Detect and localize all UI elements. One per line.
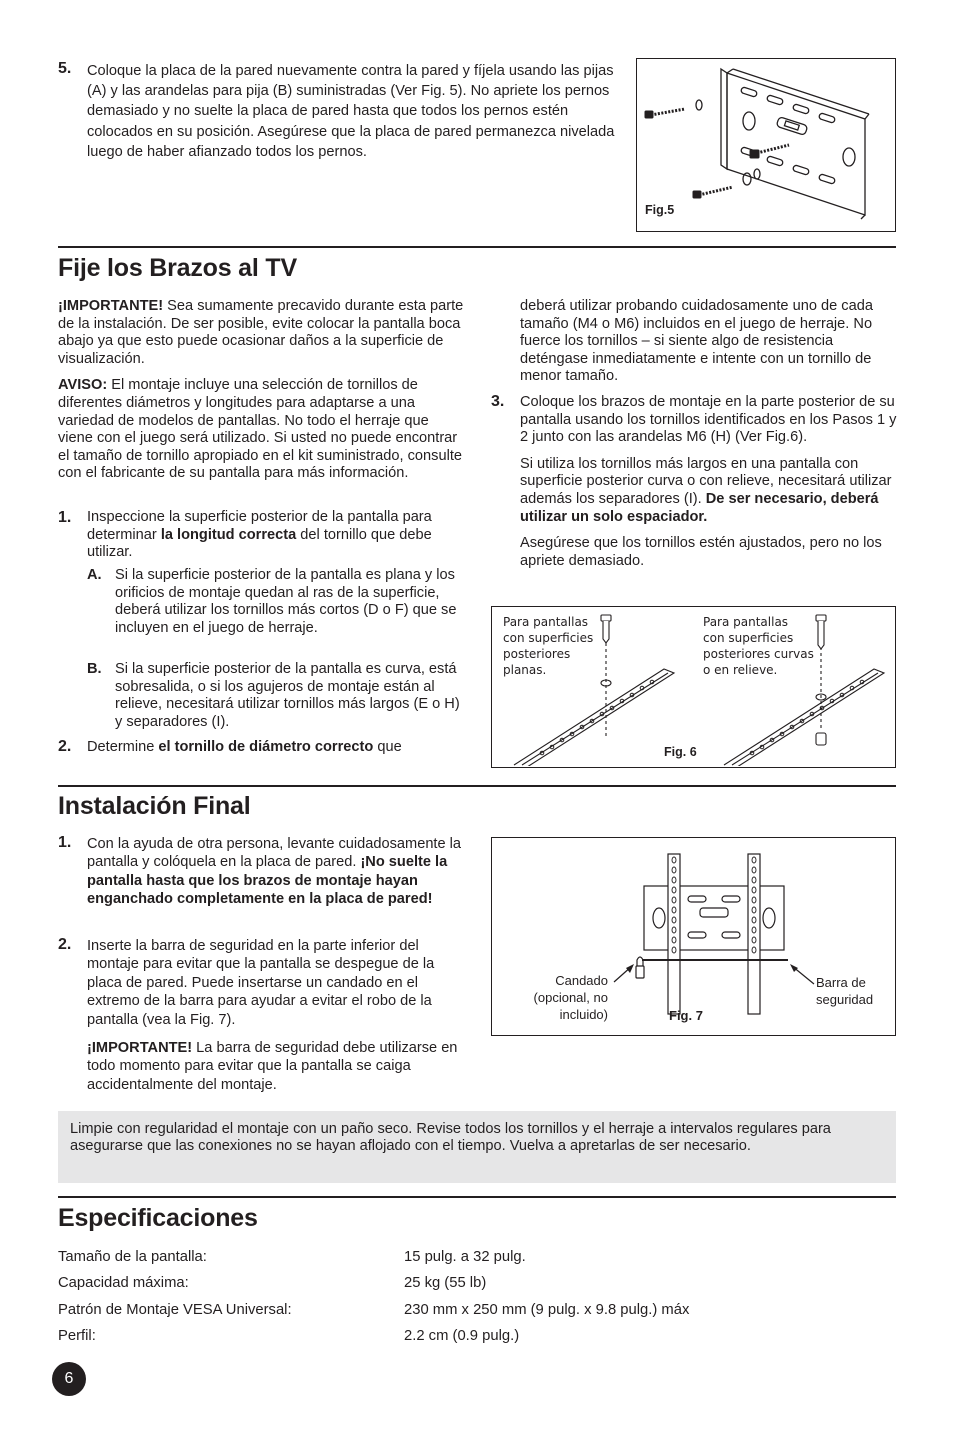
caption-line: con superficies [503, 631, 594, 645]
step-number: 2. [58, 738, 72, 755]
wall-plate-illustration [637, 59, 894, 230]
arms-step1-pre: Inspeccione la superficie posterior de la pantalla para determinar [87, 509, 432, 543]
mounting-arm-illustration [492, 607, 894, 766]
step5-text: Coloque la placa de la pared nuevamente contra la pared y fíjela usando las pijas (A) y las arandelas para pija (B) suministradas (Ver Fig. 5). No apriete los pernos demasiado y no suelte la placa de pared hasta que todos los pernos estén colocados en su posición. Asegúrese que la placa de pared permanezca nivelada luego de haber afianzado todos los pernos. [87, 63, 615, 160]
caption-line: posteriores curvas [703, 647, 814, 661]
substep-b-text: Si la superficie posterior de la pantalla es curva, está sobresalida, o si los agujeros de montaje están al relieve, necesitará utilizar tornillos más largos (E o H) y separadores (I). [115, 661, 460, 730]
caption-line: planas. [503, 663, 547, 677]
final-step1-text [87, 835, 463, 909]
fig7-lock-caption [516, 972, 608, 1023]
final-step1-pre: Con la ayuda de otra persona, levante cuidadosamente la pantalla y colóquela en la placa de pared. [87, 836, 462, 871]
fig5-figure [636, 58, 896, 232]
arms-step2-text [87, 739, 463, 757]
step-number: 5. [58, 60, 72, 77]
arms-step1-post: del tornillo que debe utilizar. [87, 526, 432, 561]
step-number: 3. [491, 393, 505, 410]
caption-line: Candado [555, 973, 608, 988]
final-step2 [87, 937, 463, 1094]
aviso-paragraph [58, 377, 464, 483]
spec-label: Perfil: [58, 1328, 96, 1344]
section-title-final: Instalación Final [58, 792, 251, 820]
step-number: 1. [58, 509, 72, 526]
section-title-specs: Especificaciones [58, 1204, 258, 1232]
caption-line: Para pantallas [703, 615, 789, 629]
important-text: La barra de seguridad debe utilizarse en todo momento para evitar que la pantalla se caiga accidentalmente del montaje. [87, 1040, 458, 1093]
arms-step3-p2-pre: Si utiliza los tornillos más largos en una pantalla con superficie posterior curva o con relieve, necesitará utilizar además los separadores (I). [520, 455, 892, 507]
arms-step3-p2-bold: De ser necesario, deberá utilizar un solo espaciador. [520, 490, 879, 525]
arms-step2-continued: deberá utilizar probando cuidadosamente uno de cada tamaño (M4 o M6) incluidos en el juego de herraje. No fuerce los tornillos – si siente algo de resistencia deténgase inmediatamente e intente con un tornillo de menor tamaño. [520, 298, 873, 385]
caption-line: Barra de [816, 975, 866, 990]
caption-line: (opcional, no [533, 990, 608, 1005]
step-number: 1. [58, 834, 72, 851]
section-divider [58, 1196, 896, 1198]
substep-letter: B. [87, 661, 102, 677]
arms-step1-bold: la longitud correcta [160, 526, 297, 543]
caption-line: Para pantallas [503, 615, 589, 629]
arms-step3-text: Coloque los brazos de montaje en la parte posterior de su pantalla usando los tornillos identificados en los Pasos 1 y 2 junto con las arandelas M6 (H) (Ver Fig.6). [520, 394, 897, 446]
fig7-figure [491, 837, 896, 1036]
arms-step2-bold: el tornillo de diámetro correcto [158, 739, 374, 755]
spec-label: Capacidad máxima: [58, 1275, 189, 1291]
arms-step2-post: que [373, 739, 402, 755]
caption-line: con superficies [703, 631, 794, 645]
caption-line: o en relieve. [703, 663, 778, 677]
section-divider [58, 246, 896, 248]
arms-step3-spacer-note [520, 456, 898, 526]
section-title-arms: Fije los Brazos al TV [58, 254, 297, 282]
maintenance-text: Limpie con regularidad el montaje con un paño seco. Revise todos los tornillos y el herraje a intervalos regulares para asegurarse que las conexiones no se hayan aflojado con el tiempo. Vuelva a apretarlas de ser necesario. [70, 1121, 831, 1155]
arms-step3-tighten-note: Asegúrese que los tornillos estén ajustados, pero no los apriete demasiado. [520, 535, 882, 569]
caption-line: seguridad [816, 992, 874, 1007]
spec-value: 25 kg (55 lb) [404, 1275, 487, 1291]
important-paragraph [58, 298, 464, 368]
caption-line: incluido) [559, 1007, 608, 1022]
fig5-label: Fig.5 [645, 203, 675, 217]
step-number: 2. [58, 936, 72, 953]
spec-value: 15 pulg. a 32 pulg. [404, 1249, 526, 1265]
substep-letter: A. [87, 567, 102, 583]
important-label: ¡IMPORTANTE! [58, 298, 164, 314]
caption-line: posteriores [503, 647, 571, 661]
substep-a-text: Si la superficie posterior de la pantalla es plana y los orificios de montaje quedan al ras de la superficie, deberá utilizar los tornillos más cortos (D o F) que se incluyen en el juego de herraje. [115, 567, 457, 636]
important-text: Sea sumamente precavido durante esta parte de la instalación. De ser posible, evite colocar la pantalla boca abajo ya que esto puede ocasionar daños a la superficie de visualización. [58, 298, 464, 367]
spec-label: Tamaño de la pantalla: [58, 1249, 207, 1265]
aviso-text: El montaje incluye una selección de tornillos de diferentes diámetros y longitudes para adaptarse a una variedad de modelos de pantallas. No todo el herraje que viene con el juego será utilizado. Si usted no puede encontrar el tamaño de tornillo apropiado en el kit suministrado, consulte con el fabricante de su pantalla para más información. [58, 377, 462, 482]
arms-step3 [520, 394, 898, 570]
maintenance-note [58, 1111, 896, 1183]
arms-step1-text [87, 509, 463, 562]
aviso-label: AVISO: [58, 377, 108, 394]
spec-value: 2.2 cm (0.9 pulg.) [404, 1328, 520, 1344]
fig6-label: Fig. 6 [664, 745, 697, 759]
final-step2-text: Inserte la barra de seguridad en la parte inferior del montaje para evitar que la pantalla se despegue de la placa de pared. Puede insertarse un candado en el extremo de la barra para ayudar a evitar el robo de la pantalla (vea la Fig. 7). [87, 938, 435, 1028]
fig7-bar-caption [816, 974, 873, 1008]
spec-value: 230 mm x 250 mm (9 pulg. x 9.8 pulg.) máx [404, 1302, 690, 1318]
fig7-label: Fig. 7 [669, 1008, 703, 1023]
arms-left-column [58, 298, 464, 483]
final-important-paragraph [87, 1039, 463, 1094]
section-divider [58, 785, 896, 787]
arms-step2-pre: Determine [87, 739, 159, 755]
final-step1-bold: ¡No suelte la pantalla hasta que los brazos de montaje hayan enganchado completamente en la placa de pared! [87, 854, 448, 908]
spec-label: Patrón de Montaje VESA Universal: [58, 1302, 292, 1318]
important-label: ¡IMPORTANTE! [87, 1040, 193, 1057]
page-number: 6 [52, 1362, 86, 1396]
fig6-figure [491, 606, 896, 768]
